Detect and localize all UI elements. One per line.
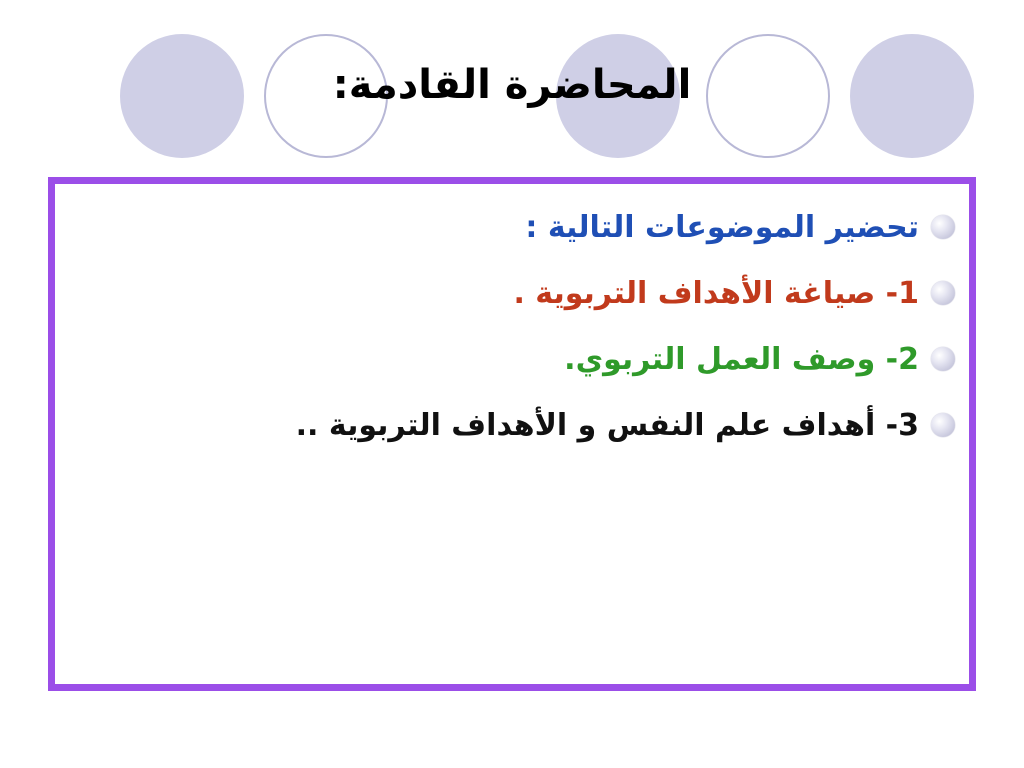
bullet-list (75, 194, 955, 458)
bullet-icon (931, 281, 955, 305)
bullet-icon (931, 215, 955, 239)
slide-title: المحاضرة القادمة: (332, 62, 692, 108)
list-item (75, 194, 955, 260)
bullet-icon (931, 413, 955, 437)
bullet-icon (931, 347, 955, 371)
list-item (75, 392, 955, 458)
list-item-text: 2- وصف العمل التربوي. (564, 341, 919, 377)
content-frame (48, 177, 976, 691)
list-item-text: 3- أهداف علم النفس و الأهداف التربوية .. (295, 407, 919, 443)
list-item-text: 1- صياغة الأهداف التربوية . (513, 275, 919, 311)
list-item (75, 260, 955, 326)
list-item (75, 326, 955, 392)
list-item-text: تحضير الموضوعات التالية : (525, 209, 919, 245)
